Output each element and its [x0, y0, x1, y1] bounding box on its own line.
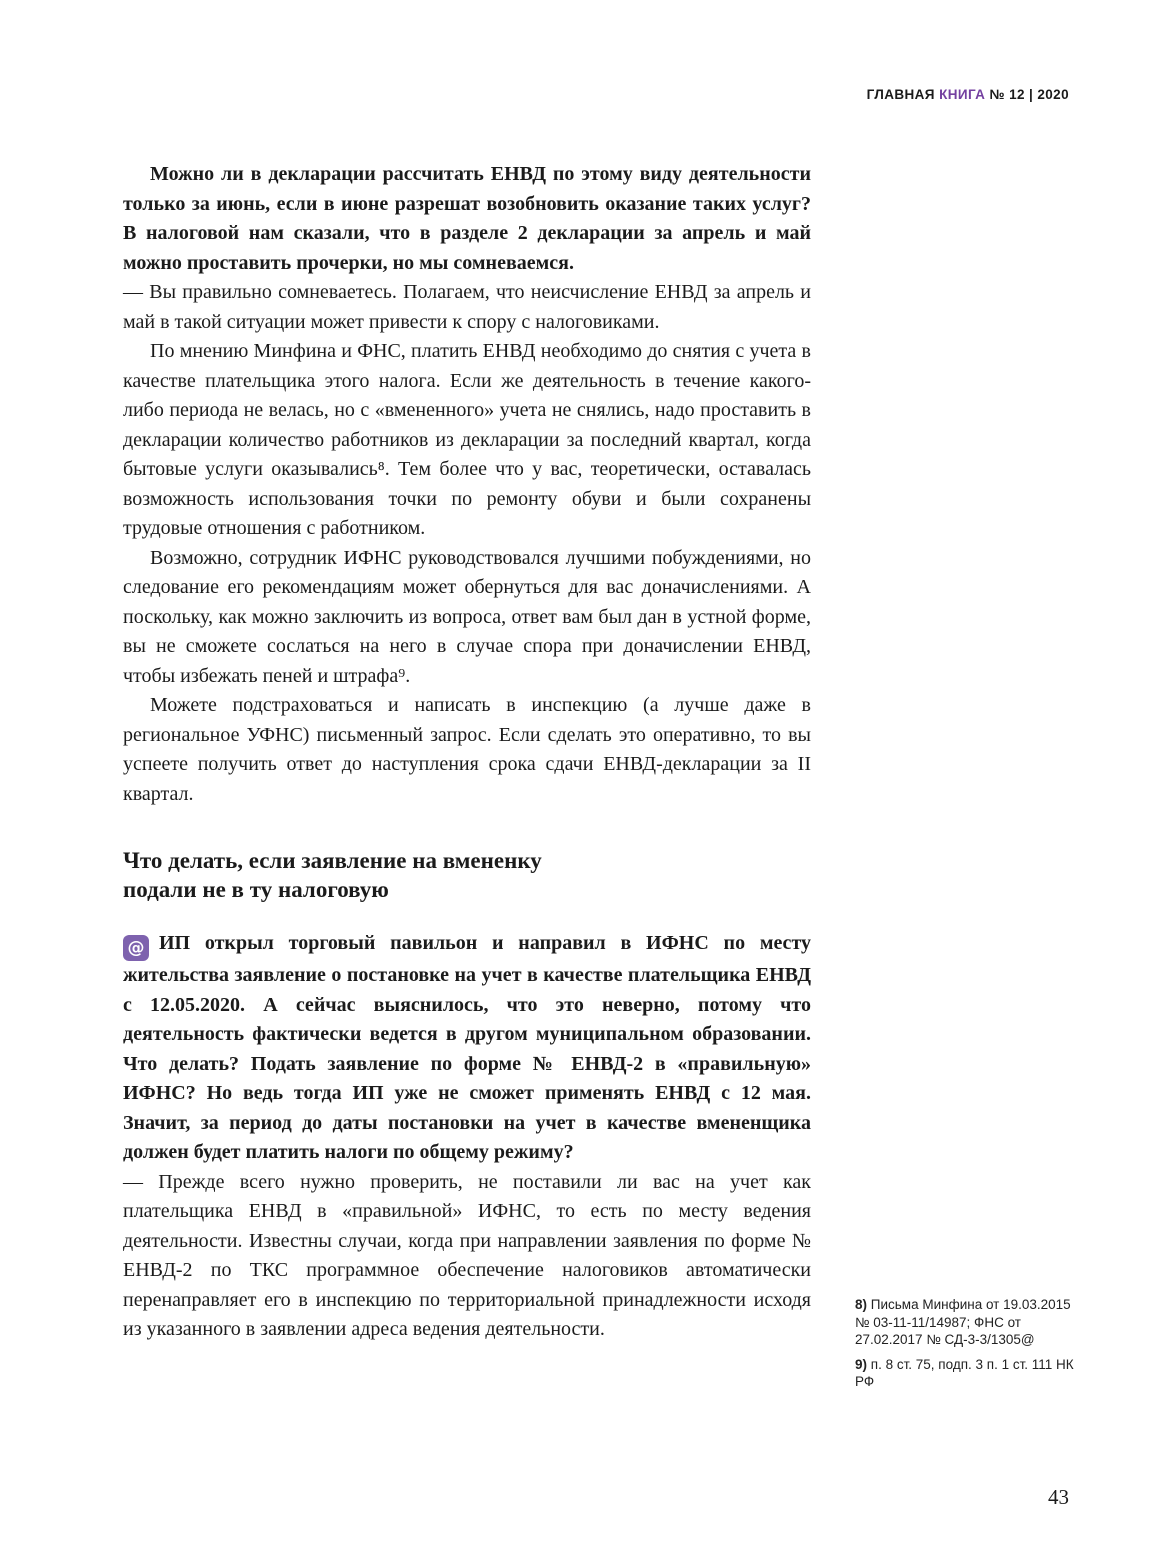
- answer-paragraph: — Прежде всего нужно проверить, не поставили ли вас на учет как плательщика ЕНВД в «правильной» ИФНС, то есть по месту ведения деятельности. Известны случаи, когда при направлении заявления по форме № ЕНВД-2 по ТКС программное обеспечение налоговиков автоматически перенаправляет его в инспекцию по территориальной принадлежности исходя из указанного в заявлении адреса ведения деятельности.: [123, 1170, 811, 1340]
- section-heading-line1: Что делать, если заявление на вмененку: [123, 848, 542, 873]
- question-text: ИП открыл торговый павильон и направил в ИФНС по месту жительства заявление о постановке на учет в качестве плательщика ЕНВД с 12.05.2020. А сейчас выяснилось, что это неверно, потому что деятельность фактически ведется в другом муниципальном образовании. Что делать? Подать заявление по форме № ЕНВД-2 в «правильную» ИФНС? Но ведь тогда ИП уже не сможет применять ЕНВД с 12 мая. Значит, за период до даты постановки на учет в качестве вмененщика должен будет платить налоги по общему режиму?: [123, 932, 811, 1163]
- magazine-issue: № 12 | 2020: [989, 87, 1069, 102]
- magazine-header: [867, 87, 1069, 102]
- answer-paragraph: Можете подстраховаться и написать в инспекцию (а лучше даже в региональное УФНС) письменный запрос. Если сделать это оперативно, то вы успеете получить ответ до наступления срока сдачи ЕНВД-декларации за II квартал.: [123, 694, 811, 805]
- footnote: [855, 1296, 1083, 1349]
- answer-paragraph: — Вы правильно сомневаетесь. Полагаем, что неисчисление ЕНВД за апрель и май в такой ситуации может привести к спору с налоговиками.: [123, 281, 811, 333]
- footnote-number: 8): [855, 1297, 868, 1312]
- magazine-title-black: ГЛАВНАЯ: [866, 87, 935, 102]
- question-paragraph: [123, 929, 811, 1168]
- footnote-number: 9): [855, 1356, 868, 1372]
- section-heading: [123, 846, 811, 904]
- footnote-text: п. 8 ст. 75, подп. 3 п. 1 ст. 111 НК РФ: [855, 1356, 1074, 1389]
- question-paragraph: Можно ли в декларации рассчитать ЕНВД по этому виду деятельности только за июнь, если в июне разрешат возобновить оказание таких услуг? В налоговой нам сказали, что в разделе 2 декларации за апрель и май можно проставить прочерки, но мы сомневаемся.: [123, 163, 811, 274]
- footnote: [855, 1356, 1083, 1391]
- at-icon: @: [123, 935, 149, 961]
- footnote-text: Письма Минфина от 19.03.2015 № 03-11-11/14987; ФНС от 27.02.2017 № СД-3-3/1305@: [855, 1297, 1071, 1347]
- section-heading-line2: подали не в ту налоговую: [123, 877, 389, 902]
- page-number: 43: [1048, 1485, 1069, 1509]
- answer-paragraph: Возможно, сотрудник ИФНС руководствовался лучшими побуждениями, но следование его рекомендациям может обернуться для вас доначислениями. А поскольку, как можно заключить из вопроса, ответ вам был дан в устной форме, вы не сможете сослаться на него в случае спора при доначислении ЕНВД, чтобы избежать пеней и штрафа⁹.: [123, 546, 811, 687]
- article-body: [123, 160, 811, 1345]
- magazine-title-purple: КНИГА: [939, 87, 986, 102]
- answer-paragraph: По мнению Минфина и ФНС, платить ЕНВД необходимо до снятия с учета в качестве плательщика этого налога. Если же деятельность в течение какого-либо периода не велась, но с «вмененного» учета не снялись, надо проставить в декларации количество работников из декларации за последний квартал, когда бытовые услуги оказывались⁸. Тем более что у вас, теоретически, оставалась возможность использования точки по ремонту обуви и были сохранены трудовые отношения с работником.: [123, 340, 811, 539]
- footnotes-block: [855, 1296, 1083, 1398]
